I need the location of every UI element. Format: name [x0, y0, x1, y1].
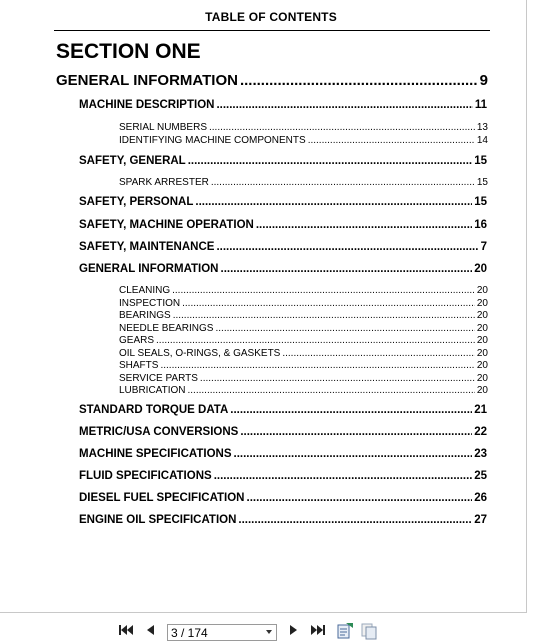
toc-entry[interactable]: [79, 426, 487, 438]
toc-page: 20: [476, 335, 488, 346]
toc-label: STANDARD TORQUE DATA: [79, 404, 229, 416]
header-divider: [54, 30, 490, 31]
leader-dots: [215, 323, 474, 334]
toc-page: 7: [480, 241, 487, 253]
leader-dots: [173, 310, 475, 321]
toc-page: 9: [479, 72, 488, 89]
toc-label: CLEANING: [119, 285, 171, 296]
toc-page: 20: [476, 385, 488, 396]
view-icon[interactable]: [360, 622, 378, 640]
toc-label: ENGINE OIL SPECIFICATION: [79, 514, 237, 526]
toc-label: DIESEL FUEL SPECIFICATION: [79, 492, 245, 504]
toc-label: LUBRICATION: [119, 385, 186, 396]
leader-dots: [240, 72, 478, 89]
leader-dots: [216, 241, 478, 253]
toc-page: 20: [476, 372, 488, 384]
export-icon[interactable]: [336, 622, 354, 640]
toc-page: 26: [474, 492, 487, 504]
toc-subentry[interactable]: [119, 360, 488, 371]
toc-page: 20: [476, 310, 488, 321]
toc-label: METRIC/USA CONVERSIONS: [79, 426, 239, 438]
toc-label: SERIAL NUMBERS: [119, 122, 207, 133]
leader-dots: [247, 492, 473, 504]
toc-entry[interactable]: [56, 72, 488, 89]
toc-page: 23: [474, 448, 487, 460]
previous-page-icon[interactable]: [142, 623, 158, 637]
leader-dots: [240, 426, 472, 438]
leader-dots: [216, 99, 472, 111]
toc-page: 15: [476, 177, 488, 188]
toc-page: 20: [476, 285, 488, 296]
toc-page: 15: [474, 196, 487, 208]
leader-dots: [188, 385, 475, 396]
toc-entry[interactable]: [79, 241, 487, 253]
next-page-icon[interactable]: [286, 623, 302, 637]
toc-entry[interactable]: [79, 492, 487, 504]
toc-subentry[interactable]: [119, 298, 488, 309]
toc-page: 21: [474, 404, 487, 416]
toc-page: 20: [476, 360, 488, 371]
leader-dots: [195, 196, 472, 208]
toc-subentry[interactable]: [119, 135, 488, 146]
toc-label: FLUID SPECIFICATIONS: [79, 470, 212, 482]
toc-entry[interactable]: [79, 470, 487, 482]
toc-entry[interactable]: [79, 155, 487, 167]
first-page-icon[interactable]: [118, 623, 134, 637]
toc-entry[interactable]: [79, 448, 487, 460]
leader-dots: [160, 360, 474, 371]
toc-label: SAFETY, MAINTENANCE: [79, 241, 215, 253]
toc-subentry[interactable]: [119, 177, 488, 188]
chevron-down-icon: [266, 630, 272, 634]
toc-entry[interactable]: [79, 196, 487, 208]
toc-entry[interactable]: [79, 219, 487, 231]
leader-dots: [156, 335, 475, 346]
toc-subentry[interactable]: [119, 122, 488, 133]
toc-subentry[interactable]: [119, 323, 488, 334]
toc-label: OIL SEALS, O-RINGS, & GASKETS: [119, 347, 281, 359]
toc-page: 13: [476, 122, 488, 133]
toc-label: GENERAL INFORMATION: [79, 263, 219, 275]
toc-page: 27: [474, 514, 487, 526]
section-title: SECTION ONE: [56, 40, 201, 63]
leader-dots: [308, 135, 475, 146]
toc-page: 20: [476, 347, 488, 359]
leader-dots: [200, 373, 475, 384]
leader-dots: [214, 470, 473, 482]
toc-label: SAFETY, MACHINE OPERATION: [79, 219, 254, 231]
toc-label: MACHINE DESCRIPTION: [79, 99, 215, 111]
toc-page: 25: [474, 470, 487, 482]
toc-subentry[interactable]: [119, 385, 488, 396]
leader-dots: [172, 285, 475, 296]
leader-dots: [182, 298, 475, 309]
toc-label: SAFETY, PERSONAL: [79, 196, 194, 208]
toc-subentry[interactable]: [119, 348, 488, 359]
page-number-select[interactable]: [167, 624, 277, 641]
toc-subentry[interactable]: [119, 335, 488, 346]
leader-dots: [230, 404, 472, 416]
toc-label: GENERAL INFORMATION: [56, 72, 238, 89]
toc-label: GEARS: [119, 335, 155, 346]
toc-label: SHAFTS: [119, 360, 159, 371]
toc-page: 20: [476, 322, 488, 334]
toc-label: SAFETY, GENERAL: [79, 155, 186, 167]
toc-label: INSPECTION: [119, 297, 181, 309]
toc-page: 22: [474, 426, 487, 438]
leader-dots: [234, 448, 473, 460]
toc-subentry[interactable]: [119, 285, 488, 296]
toc-label: BEARINGS: [119, 310, 171, 321]
toc-label: NEEDLE BEARINGS: [119, 322, 214, 334]
leader-dots: [282, 348, 475, 359]
last-page-icon[interactable]: [310, 623, 326, 637]
toc-page: 20: [476, 297, 488, 309]
leader-dots: [211, 177, 475, 188]
toc-label: SERVICE PARTS: [119, 372, 198, 384]
toc-label: MACHINE SPECIFICATIONS: [79, 448, 232, 460]
leader-dots: [256, 219, 472, 231]
leader-dots: [209, 122, 475, 133]
toc-page: 16: [474, 219, 487, 231]
toc-header: TABLE OF CONTENTS: [205, 10, 337, 24]
toc-entry[interactable]: [79, 404, 487, 416]
leader-dots: [221, 263, 473, 275]
toc-subentry[interactable]: [119, 373, 488, 384]
leader-dots: [238, 514, 472, 526]
toc-label: IDENTIFYING MACHINE COMPONENTS: [119, 135, 306, 146]
toc-page: 11: [474, 99, 487, 111]
leader-dots: [188, 155, 472, 167]
toc-entry[interactable]: [79, 263, 487, 275]
toc-label: SPARK ARRESTER: [119, 177, 209, 188]
toc-page: 14: [476, 135, 488, 146]
toc-entry[interactable]: [79, 514, 487, 526]
toc-entry[interactable]: [79, 99, 487, 111]
toc-subentry[interactable]: [119, 310, 488, 321]
toc-page: 20: [474, 263, 487, 275]
toc-page: 15: [474, 155, 487, 167]
page-indicator: 3 / 174: [171, 625, 208, 640]
